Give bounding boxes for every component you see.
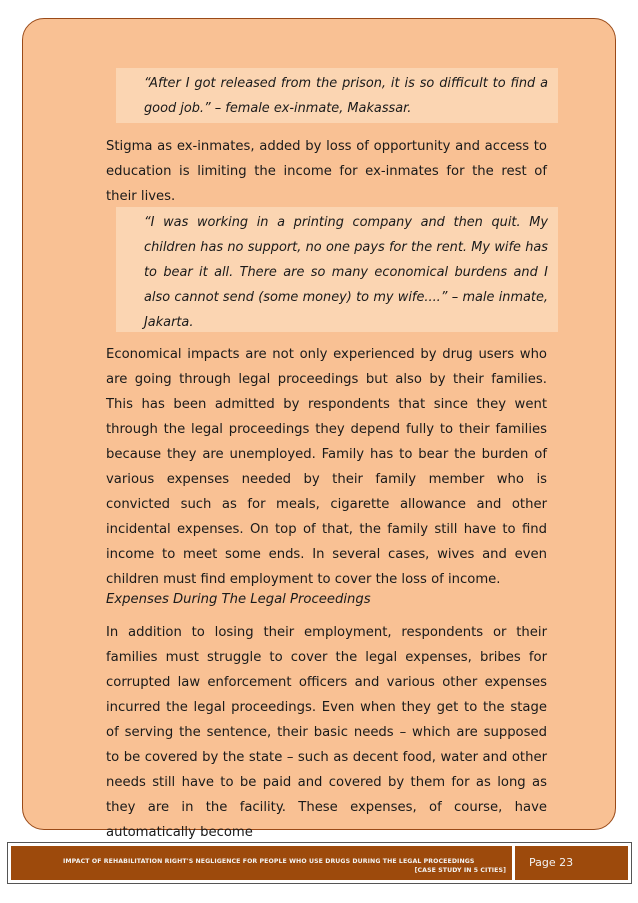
quote-male-inmate: “I was working in a printing company and then quit. My children has no support, no one pays for the rent. My wife has to bear it all. There are so many economical burdens and I also cannot send (some money) to my wife....” – male inmate, Jakarta.: [116, 207, 558, 332]
footer-title-line1: IMPACT OF REHABILITATION RIGHT'S NEGLIGENCE FOR PEOPLE WHO USE DRUGS DURING THE LEGAL PROCEEDINGS: [63, 858, 475, 865]
paragraph-stigma: Stigma as ex-inmates, added by loss of opportunity and access to education is limiting the income for ex-inmates for the rest of their lives.: [106, 139, 547, 204]
page-number: Page 23: [515, 846, 628, 880]
footer-title-line2: [CASE STUDY IN 5 CITIES]: [414, 867, 506, 874]
footer-title: [11, 846, 512, 880]
quote-female-ex-inmate: “After I got released from the prison, it is so difficult to find a good job.” – female ex-inmate, Makassar.: [116, 68, 558, 123]
paragraph-economical-impacts: Economical impacts are not only experienced by drug users who are going through legal proceedings but also by their families. This has been admitted by respondents that since they went through the legal proceedings they depend fully to their families because they are unemployed. Family has to bear the burden of various expenses needed by their family member who is convicted such as for meals, cigarette allowance and other incidental expenses. On top of that, the family still have to find income to meet some ends. In several cases, wives and even children must find employment to cover the loss of income.: [106, 347, 547, 587]
page-footer: [7, 842, 632, 884]
paragraph-legal-expenses: In addition to losing their employment, respondents or their families must struggle to cover the legal expenses, bribes for corrupted law enforcement officers and various other expenses incurred the legal proceedings. Even when they get to the stage of serving the sentence, their basic needs – which are supposed to be covered by the state – such as decent food, water and other needs still have to be paid and covered by them for as long as they are in the facility. These expenses, of course, have automatically become: [106, 625, 547, 840]
section-heading: Expenses During The Legal Proceedings: [106, 592, 371, 607]
